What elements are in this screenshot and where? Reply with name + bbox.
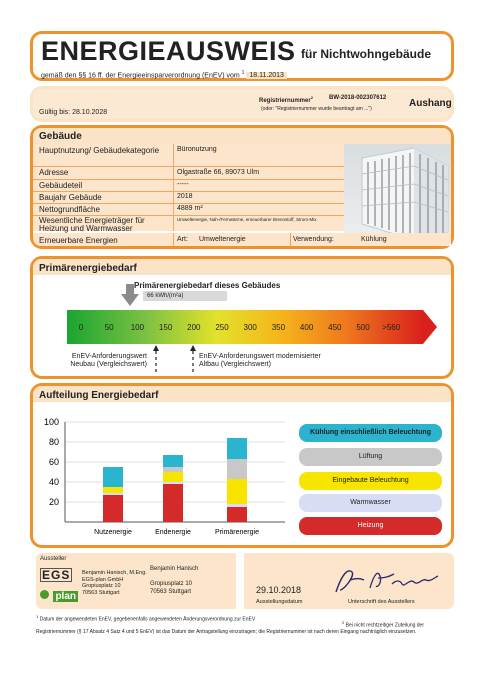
scale-tick-label: 250 (215, 323, 229, 332)
scale-labels (33, 323, 457, 333)
row-value-part: ----- (177, 181, 189, 188)
art-value: Umweltenergie (199, 236, 246, 243)
legal-line: gemäß den §§ 16 ff. der Energieeinsparverordnung (EnEV) vom $^1$ 18.11.2013 (41, 70, 287, 79)
scale-tick-label: 100 (130, 323, 145, 332)
issuer-name: Benjamin Hanisch (150, 566, 199, 572)
issuer-logo-top: EGS (42, 568, 71, 582)
issue-date-label: Ausstellungsdatum (256, 599, 303, 605)
scale-tick-label: >560 (382, 323, 401, 332)
issuer-section-label: Aussteller (40, 556, 67, 562)
chart-bar-segment (227, 459, 247, 479)
scale-tick-label: 50 (104, 323, 114, 332)
renewable-label: Erneuerbare Energien (39, 236, 118, 245)
footnote-2: $^2$ Bei nicht rechtzeitiger Zuteilung der Registriernummer (§ 17 Absatz 4 Satz 4 und 5 EnEV) ist das Datum der Antragstellung einzutragen; die Registriernummer ist nach deren Eingang nachträglich einzusetzen. (36, 620, 424, 635)
document-subtitle: für Nichtwohngebäude (301, 47, 431, 61)
chart-bar-segment (163, 482, 183, 484)
legal-date: 18.11.2013 (246, 72, 287, 79)
row-label-address: Adresse (39, 168, 69, 177)
issuer-logo (40, 566, 78, 602)
renewable-divider (290, 233, 291, 246)
building-col-divider (173, 144, 174, 231)
legend-ventilation: Lüftung (299, 448, 442, 466)
issuer-contact (82, 570, 147, 596)
primary-marker-arrow (121, 284, 139, 311)
issuer-address-2: 70563 Stuttgart (150, 589, 192, 595)
primary-caption: Primärenergiebedarf dieses Gebäudes (134, 281, 281, 290)
primary-value-box (143, 291, 227, 301)
chart-bar-segment (163, 472, 183, 482)
use-label: Verwendung: (293, 236, 334, 243)
chart-bar-segment (103, 493, 123, 495)
building-section-bar (33, 128, 451, 144)
header-box (30, 31, 454, 81)
register-note: (oder: "Registriernummer wurde beantragt am ...") (261, 106, 372, 112)
chart-category-label: Nutzenergie (94, 529, 132, 536)
ref-old-label: EnEV-Anforderungswert modernisierter Altbau (Vergleichswert) (199, 353, 321, 368)
chart-y-tick-label: 80 (48, 437, 59, 447)
primary-value: 66 (147, 293, 154, 299)
ref-old-marker (190, 345, 196, 380)
scale-tick-label: 500 (356, 323, 370, 332)
chart-bar-segment (227, 438, 247, 459)
building-photo (344, 144, 451, 246)
chart-bar-segment (163, 467, 183, 472)
scale-tick-label: 300 (243, 323, 257, 332)
building-box (30, 125, 454, 249)
chart-bar-segment (103, 487, 123, 493)
scale-tick-label: 450 (328, 323, 342, 332)
chart-bar-segment (163, 484, 183, 522)
row-divider (33, 179, 344, 180)
chart-bar-segment (227, 504, 247, 507)
chart-bar-segment (163, 455, 183, 467)
scale-tick-label: 150 (158, 323, 173, 332)
row-label-energy-carriers: Wesentliche Energieträger für Heizung und Warmwasser (39, 216, 145, 233)
document-title: ENERGIEAUSWEIS (41, 36, 296, 66)
signature-label: Unterschrift des Ausstellers (348, 599, 415, 605)
row-divider (33, 166, 344, 167)
register-label: Registriernummer$^2$ (259, 95, 313, 104)
ref-new-marker (153, 345, 159, 380)
scale-tick-label: 0 (78, 323, 84, 332)
row-label-part: Gebäudeteil (39, 181, 83, 190)
row-label-usage: Hauptnutzung/ Gebäudekategorie (39, 146, 160, 155)
row-value-energy-carriers: Umweltenergie, Nah-/Fernwärme, erneuerbarer Brennstoff, Strom-Mix (177, 217, 317, 222)
chart-y-tick-label: 60 (48, 457, 59, 467)
scale-tick-label: 400 (299, 323, 314, 332)
renewable-divider (173, 233, 174, 246)
primary-energy-box (30, 256, 454, 379)
chart-bar-segment (103, 495, 123, 522)
primary-section-title: Primärenergiebedarf (39, 263, 137, 274)
valid-until: Gültig bis: 28.10.2028 (39, 109, 108, 116)
row-label-area: Nettogrundfläche (39, 205, 100, 214)
row-value-area: 4889 m² (177, 205, 203, 212)
art-label: Art: (177, 236, 188, 243)
chart-bar-segment (227, 507, 247, 522)
scale-tick-label: 200 (187, 323, 201, 332)
primary-unit: kWh/(m²a) (155, 293, 184, 299)
issuer-line: EGS-plan GmbH (82, 576, 124, 583)
footnote-1: $^1$ Datum der angewendeten EnEV, gegebenenfalls angewendeten Änderungsverordnung zur EnEV (36, 614, 256, 623)
chart-category-label: Endenergie (155, 529, 191, 536)
row-label-year: Baujahr Gebäude (39, 193, 102, 202)
chart-category-label: Primärenergie (215, 529, 259, 536)
document-type: Aushang (409, 98, 452, 109)
row-divider (33, 203, 344, 204)
issuer-address-1: Gropiusplatz 10 (150, 581, 193, 587)
chart-bar-segment (103, 467, 123, 487)
ref-new-label: EnEV-Anforderungswert Neubau (Vergleichswert) (70, 353, 147, 368)
legend-heating: Heizung (299, 517, 442, 535)
chart-bar-segment (227, 479, 247, 504)
validity-box (30, 86, 454, 122)
chart-y-tick-label: 20 (48, 497, 59, 507)
issuer-logo-bottom (40, 586, 78, 604)
breakdown-section-title: Aufteilung Energiebedarf (39, 390, 159, 401)
issuer-line: 70563 Stuttgart (82, 589, 120, 596)
legend-hot-water: Warmwasser (299, 494, 442, 512)
chart-y-tick-label: 100 (43, 417, 59, 427)
chart-y-tick-label: 40 (48, 477, 59, 487)
register-number: BW-2018-002307612 (329, 95, 387, 101)
issuer-logo-plan: plan (55, 591, 77, 602)
row-value-usage: Büronutzung (177, 146, 217, 153)
signature-image (330, 564, 440, 601)
breakdown-chart (33, 402, 293, 547)
building-section-title: Gebäude (39, 131, 82, 142)
row-value-year: 2018 (177, 193, 193, 200)
issuer-logo-dot (40, 590, 49, 599)
issuer-line: Benjamin Hanisch, M.Eng. (82, 570, 147, 576)
legend-lighting: Eingebaute Beleuchtung (299, 472, 442, 490)
breakdown-box (30, 383, 454, 548)
scale-tick-label: 350 (271, 323, 286, 332)
row-value-address: Olgastraße 66, 89073 Ulm (177, 169, 260, 176)
issuer-line: Gropiusplatz 10 (82, 583, 121, 589)
use-value: Kühlung (361, 236, 387, 243)
row-divider (33, 191, 344, 192)
legend-cooling: Kühlung einschließlich Beleuchtung (299, 424, 442, 442)
issue-date: 29.10.2018 (256, 585, 302, 595)
